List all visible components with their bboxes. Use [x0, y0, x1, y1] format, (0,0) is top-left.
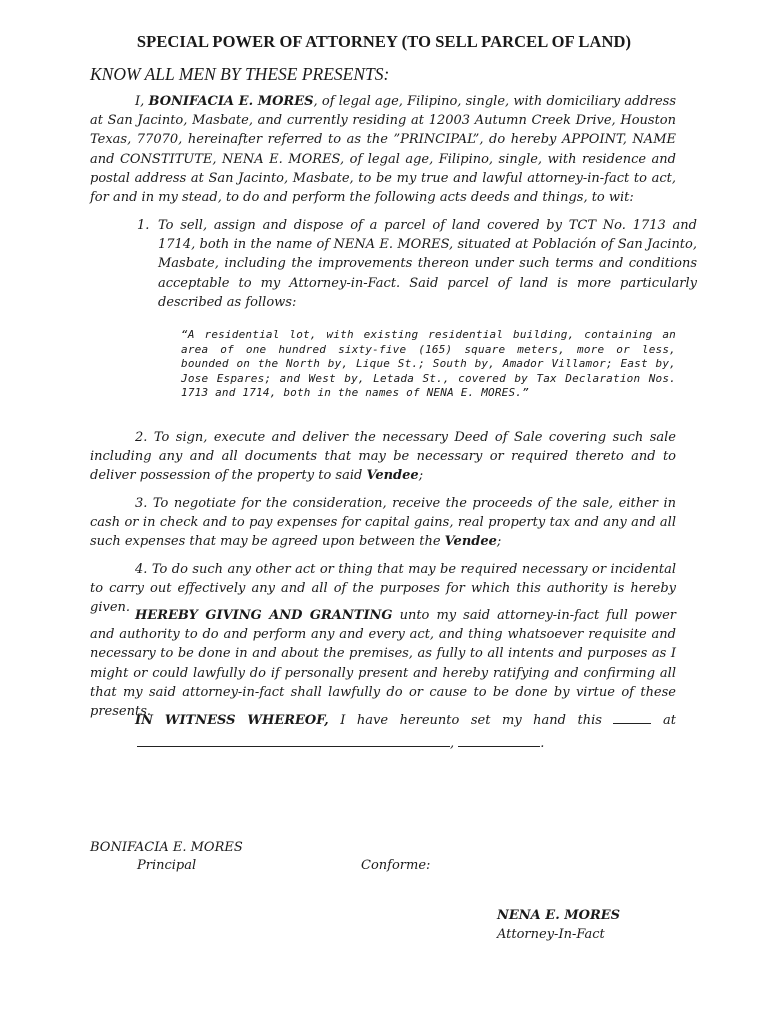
item-2	[90, 428, 676, 486]
witness-heading: IN WITNESS WHEREOF,	[135, 713, 329, 728]
principal-signature-name: BONIFACIA E. MORES	[90, 840, 243, 855]
document-title: SPECIAL POWER OF ATTORNEY (TO SELL PARCEL OF LAND)	[136, 32, 632, 51]
item-1	[137, 216, 697, 312]
item-3-text: 3. To negotiate for the consideration, receive the proceeds of the sale, either in cash or in check and to pay expenses for capital gains, real property tax and any and all such expenses that may be agreed upon between the	[90, 496, 676, 550]
property-description: “A residential lot, with existing residential building, containing an area of one hundred sixty-five (165) square meters, more or less, bounded on the North by, Lique St.; South by, Amador Villamor; East by, Jose Espares; and West by, Letada St., covered by Tax Declaration Nos. 1713 and 1714, both in the names of NENA E. MORES.”	[181, 328, 676, 400]
attorney-signature-name: NENA E. MORES	[497, 908, 621, 923]
witness-at: at	[663, 713, 676, 728]
principal-name: BONIFACIA E. MORES	[148, 94, 314, 109]
place-blank-2	[458, 734, 540, 747]
item-2-end: ;	[418, 468, 424, 484]
item-2-text: 2. To sign, execute and deliver the necessary Deed of Sale covering such sale including any and all documents that may be necessary or required thereto and to deliver possession of the property to said	[90, 430, 676, 484]
granting-heading: HEREBY GIVING AND GRANTING	[135, 608, 393, 623]
item-3-end: ;	[496, 534, 502, 550]
item-1-text: To sell, assign and dispose of a parcel of land covered by TCT No. 1713 and 1714, both in the name of NENA E. MORES, situated at Población of San Jacinto, Masbate, including the improvements thereon under such terms and conditions acceptable to my Attorney-in-Fact. Said parcel of land is more particularly described as follows:	[158, 218, 697, 310]
place-blank-line: , .	[137, 734, 544, 751]
item-3	[90, 494, 676, 552]
attorney-role: Attorney-In-Fact	[497, 927, 605, 942]
intro-lead: I,	[135, 94, 149, 109]
granting-text: unto my said attorney-in-fact full power and authority to do and perform any and every act, and thing whatsoever requisite and necessary to be done in and about the premises, as fully to all intents and purposes as I might or could lawfully do if personally present and hereby ratifying and confirming all that my said attorney-in-fact shall lawfully do or cause to be done by virtue of these presents.	[90, 608, 676, 720]
intro-text: , of legal age, Filipino, single, with domiciliary address at San Jacinto, Masbate, and currently residing at 12003 Autumn Creek Drive, Houston Texas, 77070, hereinafter referred to as the ”PRINCIPAL”, do hereby APPOINT, NAME and CONSTITUTE, NENA E. MORES, of legal age, Filipino, single, with residence and postal address at San Jacinto, Masbate, to be my true and lawful attorney-in-fact to act, for and in my stead, to do and perform the following acts deeds and things, to wit:	[90, 94, 676, 206]
conforme-label: Conforme:	[361, 858, 431, 873]
principal-role: Principal	[137, 858, 197, 873]
witness-text: I have hereunto set my hand this	[328, 713, 602, 728]
granting-paragraph	[90, 606, 676, 721]
item-4-text: 4. To do such any other act or thing that may be required necessary or incidental to carry out effectively any and all of the purposes for which this authority is hereby given.	[90, 562, 676, 616]
witness-paragraph	[90, 711, 676, 730]
know-all-heading: KNOW ALL MEN BY THESE PRESENTS:	[90, 64, 390, 84]
place-blank	[137, 734, 450, 747]
item-3-vendee: Vendee	[444, 534, 497, 550]
intro-paragraph	[90, 92, 676, 207]
item-2-vendee: Vendee	[366, 468, 419, 484]
date-blank	[613, 711, 651, 724]
item-1-number: 1.	[137, 218, 150, 233]
